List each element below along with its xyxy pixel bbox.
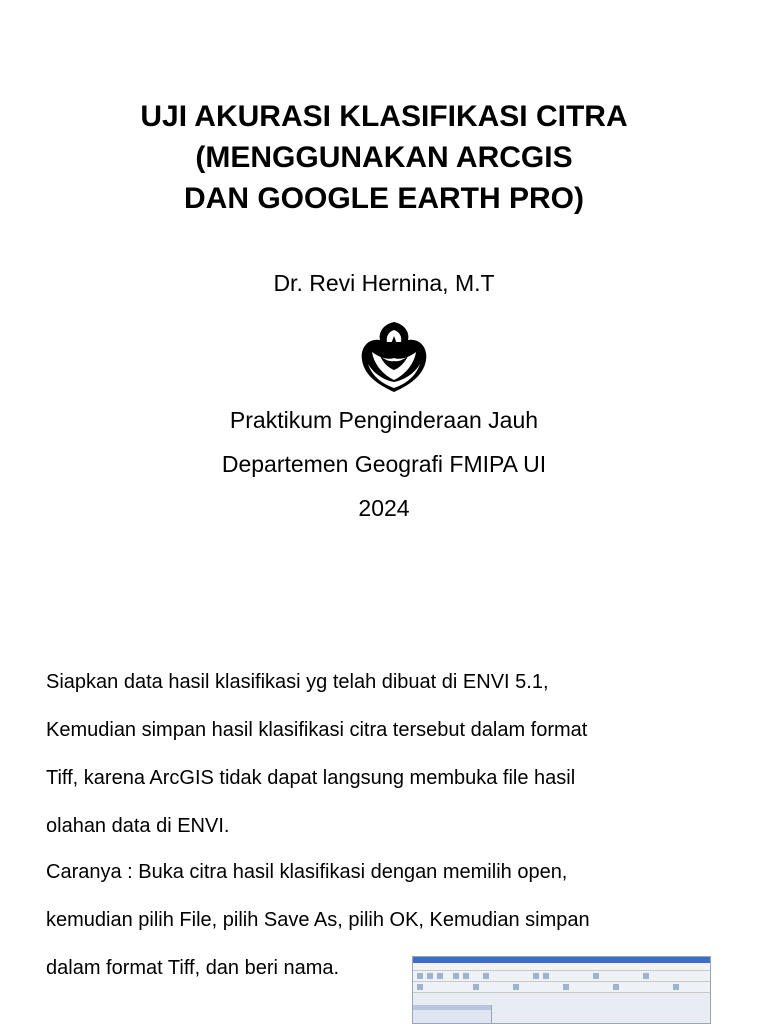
department-name: Departemen Geografi FMIPA UI	[221, 451, 547, 477]
text-line: Caranya : Buka citra hasil klasifikasi dengan memilih open,	[46, 861, 568, 883]
tool-icon	[593, 973, 599, 979]
tool-icon	[417, 984, 423, 990]
tool-icon	[453, 973, 459, 979]
text-line: dalam format Tiff, dan beri nama.	[46, 957, 340, 979]
title-line: DAN GOOGLE EARTH PRO)	[183, 182, 584, 215]
text-line: Kemudian simpan hasil klasifikasi citra tersebut dalam format	[46, 719, 588, 741]
tool-icon	[437, 973, 443, 979]
text-line: Siapkan data hasil klasifikasi yg telah dibuat di ENVI 5.1,	[46, 671, 549, 693]
tool-icon	[473, 984, 479, 990]
university-emblem-icon	[354, 318, 434, 396]
course-info	[0, 398, 768, 530]
menu-bar	[413, 963, 710, 971]
tool-icon	[613, 984, 619, 990]
tool-icon	[563, 984, 569, 990]
panel-header	[413, 1005, 491, 1010]
layer-manager-panel	[413, 1005, 492, 1024]
instruction-paragraph	[46, 658, 726, 850]
course-name: Praktikum Penginderaan Jauh	[229, 407, 539, 433]
text-line: olahan data di ENVI.	[46, 815, 230, 837]
toolbar	[413, 971, 710, 982]
text-line: Tiff, karena ArcGIS tidak dapat langsung membuka file hasil	[46, 767, 576, 789]
title-line: UJI AKURASI KLASIFIKASI CITRA	[140, 100, 628, 133]
tool-icon	[513, 984, 519, 990]
tool-icon	[533, 973, 539, 979]
tool-icon	[543, 973, 549, 979]
tool-icon	[483, 973, 489, 979]
page-title	[40, 96, 728, 219]
toolbar	[413, 982, 710, 993]
tool-icon	[643, 973, 649, 979]
author-name: Dr. Revi Hernina, M.T	[273, 270, 495, 296]
tool-icon	[463, 973, 469, 979]
tool-icon	[427, 973, 433, 979]
title-line: (MENGGUNAKAN ARCGIS	[195, 141, 573, 174]
tool-icon	[417, 973, 423, 979]
text-line: kemudian pilih File, pilih Save As, pilih OK, Kemudian simpan	[46, 909, 590, 931]
slide-instructions	[0, 576, 768, 1024]
envi-screenshot-thumbnail	[412, 956, 711, 1024]
year: 2024	[358, 495, 410, 521]
tool-icon	[673, 984, 679, 990]
